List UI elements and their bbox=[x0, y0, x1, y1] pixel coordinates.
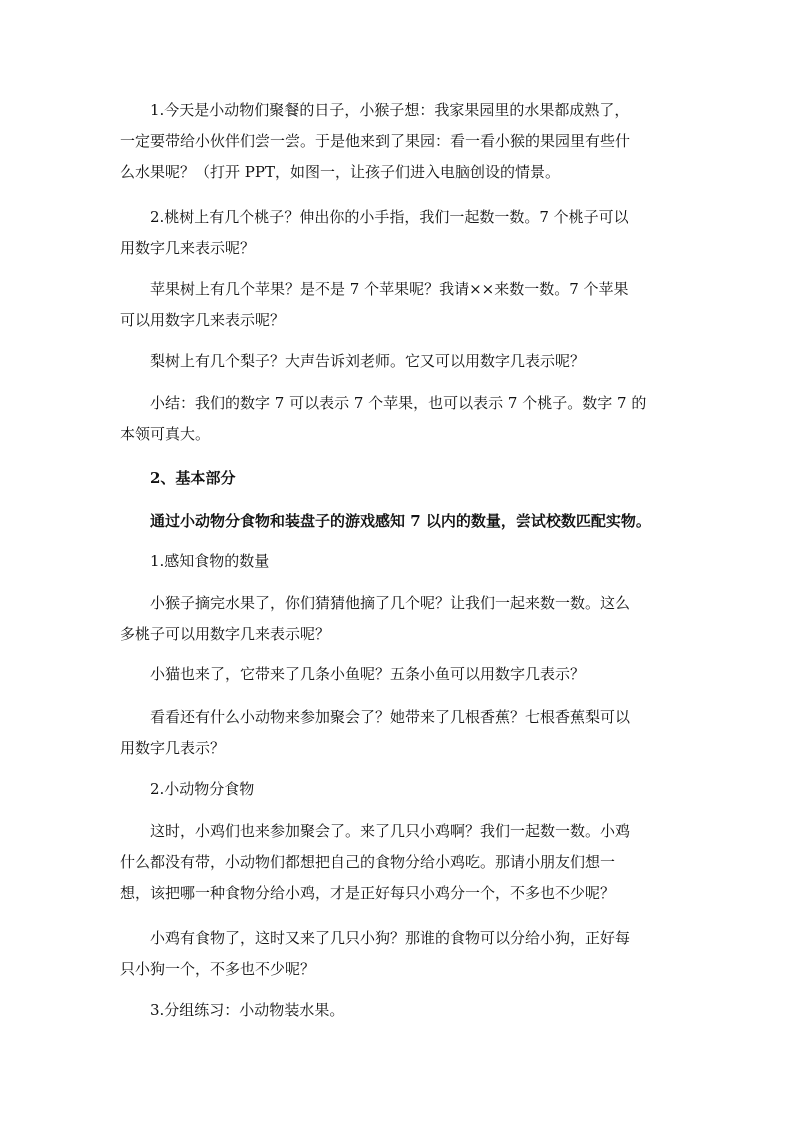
text-line: 想，该把哪一种食物分给小鸡，才是正好每只小鸡分一个，不多也不少呢？ bbox=[120, 884, 616, 902]
section-heading-basic bbox=[120, 463, 680, 494]
text-line: 梨树上有几个梨子？大声告诉刘老师。它又可以用数字几表示呢？ bbox=[120, 352, 586, 370]
text-line: 本领可真大。 bbox=[120, 425, 211, 443]
text-line: 看看还有什么小动物来参加聚会了？她带来了几根香蕉？七根香蕉梨可以 bbox=[120, 708, 631, 726]
paragraph-apple bbox=[120, 274, 680, 336]
text-line: 什么都没有带，小动物们都想把自己的食物分给小鸡吃。那请小朋友们想一 bbox=[120, 853, 616, 871]
paragraph-peach bbox=[120, 202, 680, 264]
paragraph-monkey bbox=[120, 588, 680, 650]
text-line: 小猴子摘完水果了，你们猜猜他摘了几个呢？让我们一起来数一数。这么 bbox=[120, 594, 631, 612]
paragraph-pear bbox=[120, 346, 680, 377]
text-line: 么水果呢？（打开 PPT，如图一，让孩子们进入电脑创设的情景。 bbox=[120, 163, 560, 181]
text-line: 通过小动物分食物和装盘子的游戏感知 7 以内的数量，尝试校数匹配实物。 bbox=[120, 512, 651, 530]
text-line: 苹果树上有几个苹果？是不是 7 个苹果呢？我请××来数一数。7 个苹果 bbox=[120, 280, 629, 298]
subheading-share-food bbox=[120, 774, 680, 805]
text-line: 可以用数字几来表示呢？ bbox=[120, 311, 286, 329]
text-line: 用数字几来表示呢？ bbox=[120, 239, 256, 257]
text-line: 3.分组练习：小动物装水果。 bbox=[120, 1001, 345, 1019]
subheading-group-practice bbox=[120, 995, 680, 1026]
paragraph-chicks bbox=[120, 816, 680, 909]
text-line: 只小狗一个，不多也不少呢？ bbox=[120, 960, 316, 978]
paragraph-intro bbox=[120, 95, 680, 188]
text-line: 一定要带给小伙伴们尝一尝。于是他来到了果园：看一看小猴的果园里有些什 bbox=[120, 132, 631, 150]
text-line: 2.小动物分食物 bbox=[120, 780, 255, 798]
text-line: 用数字几表示？ bbox=[120, 739, 226, 757]
paragraph-goal bbox=[120, 506, 680, 537]
text-line: 小结：我们的数字 7 可以表示 7 个苹果，也可以表示 7 个桃子。数字 7 的 bbox=[120, 394, 647, 412]
paragraph-summary bbox=[120, 388, 680, 450]
paragraph-banana bbox=[120, 702, 680, 764]
paragraph-dogs bbox=[120, 923, 680, 985]
paragraph-cat bbox=[120, 659, 680, 690]
text-line: 2.桃树上有几个桃子？伸出你的小手指，我们一起数一数。7 个桃子可以 bbox=[120, 208, 629, 226]
text-line: 多桃子可以用数字几来表示呢？ bbox=[120, 625, 331, 643]
text-line: 1.今天是小动物们聚餐的日子，小猴子想：我家果园里的水果都成熟了， bbox=[120, 101, 630, 119]
heading-text: 2、基本部分 bbox=[120, 469, 236, 487]
text-line: 1.感知食物的数量 bbox=[120, 552, 270, 570]
text-line: 小猫也来了，它带来了几条小鱼呢？五条小鱼可以用数字几表示？ bbox=[120, 665, 586, 683]
subheading-perceive-food bbox=[120, 546, 680, 577]
text-line: 这时，小鸡们也来参加聚会了。来了几只小鸡啊？我们一起数一数。小鸡 bbox=[120, 822, 631, 840]
text-line: 小鸡有食物了，这时又来了几只小狗？那谁的食物可以分给小狗，正好每 bbox=[120, 929, 631, 947]
